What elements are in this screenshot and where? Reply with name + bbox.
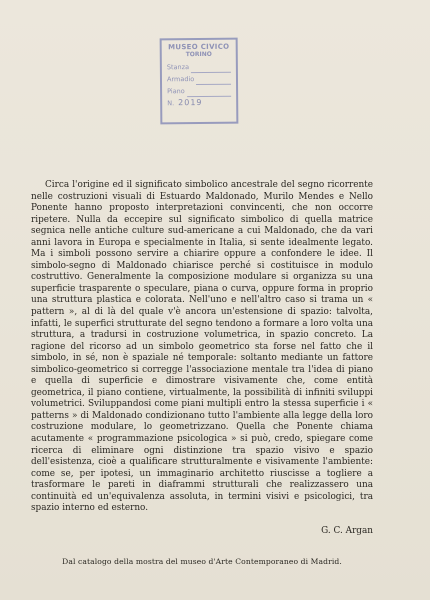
- source-caption: Dal catalogo della mostra del museo d'Arte Contemporaneo di Madrid.: [62, 557, 342, 566]
- stamp-field-number: N. 2019: [167, 97, 203, 108]
- author-signature: G. C. Argan: [321, 526, 373, 536]
- stamp-field-stanza: Stanza: [167, 61, 231, 74]
- stamp-subtitle: TORINO: [185, 50, 212, 59]
- stamp-number: 2019: [178, 97, 203, 108]
- essay-paragraph: Circa l'origine ed il significato simbolico ancestrale del segno ricorrente nelle costruzioni visuali di Estuardo Maldonado, Murilo Mendes e Nello Ponente hanno proposto interpretazioni convincenti, che non occorre ripetere. Nulla da eccepire sul significato simbolico di quella matrice segnica nelle antiche culture sud-americane a cui Maldonado, che da vari anni lavora in Europa e specialmente in Italia, si sente idealmente legato. Ma i simboli possono servire a chiarire oppure a confondere le idee. Il simbolo-segno di Maldonado chiarisce perché si costituisce in modulo costruttivo. Generalmente la composizione modulare si organizza su una superficie trasparente o speculare, piana o curva, oppure forma in proprio una struttura plastica e colorata. Nell'uno e nell'altro caso si trama un « pattern », al di là del quale v'è ancora un'estensione di spazio: talvolta, infatti, le superfici strutturate del segno tendono a formare a loro volta una struttura, a tradursi in costruzione volumetrica, in spazio concreto. La ragione del ricorso ad un simbolo geometrico sta forse nel fatto che il simbolo, in sé, non è spaziale né temporale: soltanto mediante un fattore simbolico-geometrico si corregge l'associazione mentale tra l'idea di piano e quella di superficie e dimostrare visivamente che, come entità geometrica, il piano contiene, virtualmente, la possibilità di infiniti sviluppi volumetrici. Sviluppandosi come piani multipli entro la stessa superficie i « patterns » di Maldonado condizionano tutto l'ambiente alla legge della loro costruzione modulare, lo geometrizzano. Quella che Ponente chiama acutamente « programmazione psicologica » si può, credo, spiegare come ricerca di eliminare ogni distinzione tra spazio visivo e spazio dell'esistenza, cioè a qualificare strutturalmente e visivamente l'ambiente: come se, per ipotesi, un immaginario architetto riuscisse a togliere a trasformare le pareti in diaframmi strutturali che realizzassero una continuità ed un'equivalenza assoluta, in termini visivi e psicologici, tra spazio interno ed esterno.: [31, 180, 373, 514]
- museum-stamp: [160, 38, 239, 125]
- stamp-title: MUSEO CIVICO: [168, 42, 230, 52]
- stamp-field-piano: Piano: [167, 85, 231, 98]
- stamp-field-armadio: Armadio: [167, 73, 231, 86]
